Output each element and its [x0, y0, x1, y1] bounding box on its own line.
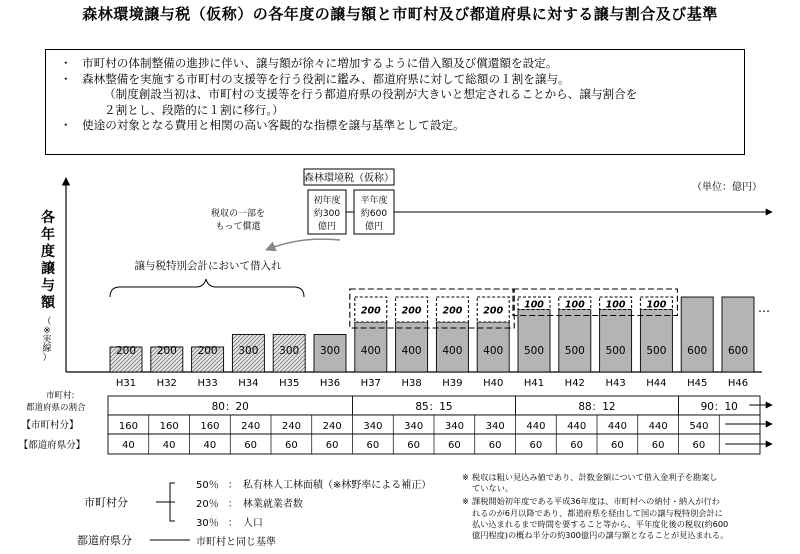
- bullet-text-1: 市町村の体制整備の進捗に伴い、譲与額が徐々に増加するように借入額及び償還額を設定。: [82, 56, 558, 70]
- bullet-mark: ・: [60, 118, 72, 133]
- pref-cell: 60: [448, 440, 461, 451]
- muni-cell: 340: [363, 421, 383, 432]
- pref-cell: 40: [162, 440, 176, 451]
- bar-value-H34: 300: [238, 345, 259, 357]
- y-axis-label: [41, 209, 56, 311]
- note-2-l3: 払い込まれるまで時間を要すること等から、平年度化後の税収(約600: [472, 518, 729, 529]
- note-1: ※ 税収は粗い見込み値であり、計数金額について借入金利子を勘案し ていない。: [462, 472, 718, 494]
- criteria-pct-3: 30％: [196, 518, 219, 529]
- x-tick-H42: H42: [564, 378, 585, 389]
- y-axis-sublabel: [42, 316, 51, 363]
- dashed-value-H39: 200: [442, 305, 463, 317]
- allocation-table: [19, 390, 772, 454]
- dashed-value-H42: 100: [564, 299, 585, 311]
- muni-cell: 160: [118, 421, 138, 432]
- criteria-pref-desc: 市町村と同じ基準: [196, 537, 276, 548]
- bar-H42: [559, 310, 591, 373]
- note-2-l2: れるのが6月以降であり、都道府県を経由して国の譲与税特別会計に: [472, 507, 723, 518]
- bar-H46: [722, 297, 754, 372]
- x-tick-H39: H39: [442, 378, 463, 389]
- pref-cell: 60: [285, 440, 298, 451]
- bar-H45: [681, 297, 713, 372]
- bar-value-H33: 200: [197, 345, 218, 357]
- bar-value-H46: 600: [727, 345, 749, 357]
- ratio-cell: 85：15: [415, 401, 453, 413]
- note-2-l4: 億円程度)の概ね半分の約300億円の譲与額となることが見込まれる。: [472, 530, 729, 541]
- criteria-muni-label: 市町村分: [84, 496, 128, 509]
- normal-year-l2: 約600: [360, 209, 388, 219]
- repay-label-l1: 税収の一部を: [210, 209, 266, 219]
- svg-text:（※実線）: （※実線）: [42, 317, 52, 363]
- muni-cell: 240: [322, 421, 342, 432]
- dashed-value-H43: 100: [605, 299, 626, 311]
- ratio-cell: 80：20: [211, 401, 249, 413]
- svg-text:各年度譲与額: 各年度譲与額: [41, 210, 55, 311]
- borrow-brace: [110, 279, 304, 297]
- bar-value-H36: 300: [319, 345, 341, 357]
- page-title: 森林環境譲与税（仮称）の各年度の譲与額と市町村及び都道府県に対する譲与割合及び基準: [82, 5, 718, 23]
- muni-cell: 540: [689, 421, 709, 432]
- repay-label-l2: もって償還: [215, 222, 261, 232]
- criteria-item-3: [196, 514, 263, 529]
- x-tick-H32: H32: [156, 378, 177, 389]
- bar-value-H39: 400: [442, 345, 463, 357]
- first-year-l1: 初年度: [313, 196, 341, 206]
- ratio-cell: 90：10: [700, 401, 738, 413]
- bullet-text-2: 森林整備を実施する市町村の支援等を行う役割に鑑み、都道府県に対して総額の１割を譲与。: [82, 71, 570, 86]
- note-2-l1: 課税開始初年度である平成36年度は、市町村への納付・納入が行わ: [472, 496, 720, 507]
- bar-value-H38: 400: [401, 345, 422, 357]
- x-tick-H43: H43: [605, 378, 626, 389]
- unit-label: （単位：億円）: [692, 182, 762, 193]
- bullet-mark: ・: [60, 71, 72, 86]
- muni-cell: 440: [607, 421, 627, 432]
- bar-value-H40: 400: [483, 345, 504, 357]
- muni-cell: 440: [567, 421, 587, 432]
- muni-cell: 340: [404, 421, 424, 432]
- bullet-mark: ・: [60, 56, 72, 70]
- criteria-desc-1: ： 私有林人工林面積（※林野率による補正）: [227, 480, 432, 491]
- criteria-item-2: [196, 495, 303, 510]
- pref-row-label: 【都道府県分】: [18, 440, 86, 451]
- muni-cell: 240: [241, 421, 261, 432]
- bar-H41: [518, 310, 550, 373]
- pref-cell: 60: [325, 440, 339, 451]
- pref-cell: 60: [244, 440, 258, 451]
- criteria-pct-1: 50％: [196, 480, 219, 491]
- pref-cell: 60: [407, 440, 421, 451]
- bullet-2-sub-1: （制度創設当初は、市町村の支援等を行う都道府県の役割が大きいと想定されることから、譲与割合を: [104, 87, 638, 102]
- note-1-l2: ていない。: [472, 483, 513, 494]
- normal-year-l1: 平年度: [360, 196, 388, 206]
- ratio-cell: 88：12: [578, 401, 616, 413]
- x-tick-H41: H41: [523, 378, 545, 389]
- muni-cell: 160: [200, 421, 220, 432]
- muni-cell: 340: [444, 421, 464, 432]
- bar-value-H41: 500: [523, 345, 545, 357]
- dashed-value-H38: 200: [401, 305, 422, 317]
- dashed-value-H37: 200: [360, 305, 381, 317]
- muni-cell: 160: [159, 421, 179, 432]
- x-tick-labels: [116, 378, 748, 389]
- pref-cell: 40: [203, 440, 217, 451]
- criteria-item-1: [196, 476, 431, 491]
- borrow-label: 譲与税特別会計において借入れ: [134, 260, 282, 272]
- pref-cell: 40: [122, 440, 135, 451]
- dashed-value-H44: 100: [646, 299, 667, 311]
- pref-cell: 60: [692, 440, 706, 451]
- bar-value-H35: 300: [279, 345, 300, 357]
- normal-year-l3: 億円: [364, 222, 384, 232]
- x-tick-H36: H36: [319, 378, 341, 389]
- repay-arrow: [266, 239, 340, 250]
- muni-cell: 440: [526, 421, 546, 432]
- criteria-desc-2: ： 林業就業者数: [227, 499, 303, 510]
- muni-cell: 440: [648, 421, 668, 432]
- ellipsis: …: [758, 301, 770, 315]
- criteria-pct-2: 20％: [196, 499, 219, 510]
- pref-cell: 60: [529, 440, 543, 451]
- x-tick-H34: H34: [238, 378, 259, 389]
- criteria-pref-label: 都道府県分: [77, 534, 132, 547]
- bar-H44: [640, 310, 672, 373]
- note-2: ※ 課税開始初年度である平成36年度は、市町村への納付・納入が行わ れるのが6月以降であり、都道府県を経由して国の譲与税特別会計に 払い込まれるまで時間を要すること等から、平年度化後の税収(約600 億円程度)の概ね半分の約300億円の譲与額となることが見込まれる。: [462, 496, 729, 541]
- bar-value-H42: 500: [564, 345, 585, 357]
- footnotes: [462, 472, 792, 541]
- x-tick-H46: H46: [727, 378, 749, 389]
- criteria-section: [150, 483, 190, 540]
- note-1-l1: 税収は粗い見込み値であり、計数金額について借入金利子を勘案し: [472, 472, 718, 482]
- pref-cell: 60: [611, 440, 624, 451]
- muni-cell: 340: [485, 421, 505, 432]
- pref-cell: 60: [570, 440, 584, 451]
- ratio-label-l2: 都道府県の割合: [26, 403, 86, 413]
- bullet-2-sub-2: ２割とし、段階的に１割に移行。）: [104, 102, 284, 117]
- criteria-desc-3: ： 人口: [227, 518, 263, 529]
- x-tick-H40: H40: [483, 378, 504, 389]
- ratio-label-l1: 市町村:: [46, 391, 75, 401]
- x-tick-H33: H33: [197, 378, 218, 389]
- tax-box-label: 森林環境税（仮称）: [304, 173, 394, 184]
- bar-value-H31: 200: [115, 345, 137, 357]
- x-tick-H44: H44: [646, 378, 667, 389]
- pref-cell: 60: [366, 440, 380, 451]
- muni-cell: 240: [281, 421, 301, 432]
- x-tick-H38: H38: [401, 378, 422, 389]
- pref-cell: 60: [651, 440, 665, 451]
- dashed-value-H41: 100: [524, 299, 544, 311]
- bar-value-H45: 600: [687, 345, 708, 357]
- muni-row-label: 【市町村分】: [21, 420, 79, 431]
- x-tick-H35: H35: [279, 378, 300, 389]
- x-tick-H37: H37: [360, 378, 381, 389]
- bar-value-H37: 400: [360, 345, 381, 357]
- first-year-l2: 約300: [313, 209, 341, 219]
- dashed-value-H40: 200: [483, 305, 504, 317]
- first-year-l3: 億円: [317, 222, 337, 232]
- bar-H43: [600, 310, 632, 373]
- pref-cell: 60: [488, 440, 502, 451]
- bar-value-H44: 500: [646, 345, 667, 357]
- bar-value-H32: 200: [156, 345, 177, 357]
- bar-value-H43: 500: [605, 345, 626, 357]
- bullet-text-3: 使途の対象となる費用と相関の高い客観的な指標を譲与基準として設定。: [82, 118, 465, 133]
- x-tick-H31: H31: [115, 378, 137, 389]
- x-tick-H45: H45: [687, 378, 708, 389]
